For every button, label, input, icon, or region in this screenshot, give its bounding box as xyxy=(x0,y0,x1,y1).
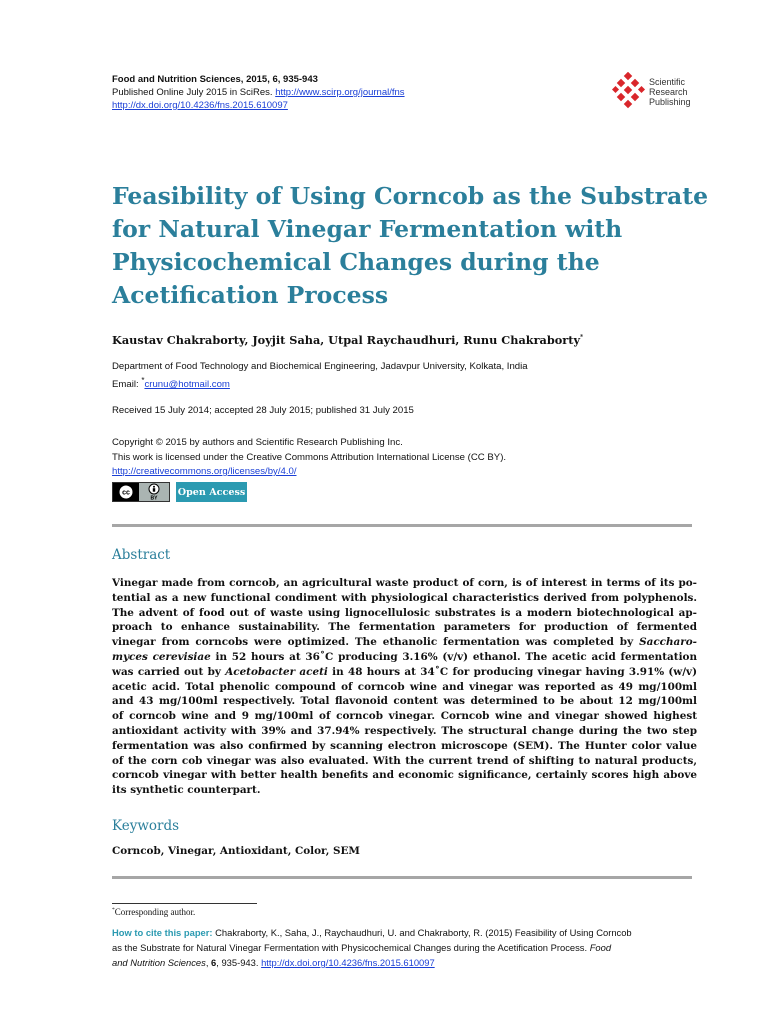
publisher-name-line2: Research xyxy=(649,87,688,97)
email-label: Email: xyxy=(112,379,139,391)
publisher-logo-mark xyxy=(612,72,646,110)
open-access-badge[interactable]: Open Access xyxy=(176,482,247,502)
corresponding-mark: * xyxy=(580,334,584,342)
abstract-line xyxy=(112,665,697,680)
abstract-heading: Abstract xyxy=(112,547,171,563)
abstract-italic: Acetobacter aceti xyxy=(225,665,328,678)
author-names: Kaustav Chakraborty, Joyjit Saha, Utpal Raychaudhuri, Runu Chakraborty xyxy=(112,333,581,347)
doi-link[interactable]: http://dx.doi.org/10.4236/fns.2015.610097 xyxy=(112,100,288,111)
abstract-text: in 52 hours at 36˚C producing 3.16% (v/v) ethanol. The acetic acid fermentation xyxy=(215,650,697,663)
published-text: Published Online July 2015 in SciRes. xyxy=(112,87,273,98)
abstract-line: fermentation was also confirmed by scanning electron microscope (SEM). The Hunter color value xyxy=(112,739,697,752)
abstract-line: antioxidant activity with 39% and 37.94% respectively. The structural change during the two step xyxy=(112,724,697,737)
cite-journal: and Nutrition Sciences xyxy=(112,957,206,968)
by-icon-text: BY xyxy=(150,495,158,501)
cite-doi-link[interactable]: http://dx.doi.org/10.4236/fns.2015.610097 xyxy=(261,957,435,968)
email-link[interactable]: crunu@hotmail.com xyxy=(144,379,230,391)
department: Department of Food Technology and Biochemical Engineering, Jadavpur University, Kolkata, India xyxy=(112,361,528,372)
divider xyxy=(112,876,692,879)
publisher-name xyxy=(649,77,691,107)
cite-label: How to cite this paper: xyxy=(112,927,213,938)
abstract-line: of corncob wine and 9 mg/100ml of corncob vinegar. Corncob wine and vinegar showed highest xyxy=(112,710,697,723)
journal-citation: Food and Nutrition Sciences, 2015, 6, 935-943 xyxy=(112,74,318,85)
paper-title xyxy=(112,180,712,312)
abstract-line xyxy=(112,650,697,665)
abstract-line: and 43 mg/100ml respectively. Total flavonoid content was determined to be about 12 mg/100ml xyxy=(112,695,697,708)
publisher-name-line1: Scientific xyxy=(649,77,686,87)
cc-by-badge[interactable] xyxy=(112,482,170,502)
how-to-cite xyxy=(112,925,697,970)
email-mark: * xyxy=(141,376,145,385)
affiliation xyxy=(112,360,528,392)
cite-volume: 6 xyxy=(211,957,217,968)
abstract-line: Vinegar made from corncob, an agricultural waste product of corn, is of interest in terms of its po- xyxy=(112,577,697,589)
cite-journal: Food xyxy=(589,942,612,953)
abstract-line: corncob vinegar with better health benefits and economic significance, certainly scores high above xyxy=(112,769,697,782)
title-line: Physicochemical Changes during the xyxy=(112,248,600,276)
abstract-italic: Saccharo- xyxy=(639,636,697,649)
title-line: Acetification Process xyxy=(112,281,389,309)
keywords-heading: Keywords xyxy=(112,818,180,834)
cite-separator: , xyxy=(205,957,209,968)
publisher-name-line3: Publishing xyxy=(649,97,691,107)
journal-link[interactable]: http://www.scirp.org/journal/fns xyxy=(275,87,405,98)
cite-text: Chakraborty, K., Saha, J., Raychaudhuri, U. and Chakraborty, R. (2015) Feasibility of Using Corncob xyxy=(215,927,632,938)
by-icon xyxy=(139,483,169,501)
cite-line xyxy=(112,955,697,970)
abstract-line: its synthetic counterpart. xyxy=(112,784,261,797)
cc-icon-text: cc xyxy=(122,489,130,497)
abstract-line: acetic acid. Total phenolic compound of corncob wine and vinegar was reported as 49 mg/100ml xyxy=(112,680,697,693)
cite-pages: , 935-943. xyxy=(216,957,259,968)
journal-header xyxy=(112,73,405,112)
footnote-text: Corresponding author. xyxy=(114,907,196,917)
license-line: This work is licensed under the Creative Commons Attribution International License (CC BY). xyxy=(112,451,507,463)
footnote xyxy=(112,907,195,917)
cite-line xyxy=(112,925,697,940)
abstract-body xyxy=(112,576,697,798)
cite-line xyxy=(112,940,697,955)
footnote-mark: * xyxy=(112,907,115,913)
publication-dates: Received 15 July 2014; accepted 28 July 2015; published 31 July 2015 xyxy=(112,405,414,416)
keywords-list: Corncob, Vinegar, Antioxidant, Color, SEM xyxy=(112,845,360,857)
abstract-line: proach to enhance sustainability. The fermentation parameters for production of fermented xyxy=(112,621,697,634)
attribution-person-icon xyxy=(141,483,167,501)
cc-logo-icon xyxy=(117,485,135,499)
author-list xyxy=(112,333,583,347)
email-line xyxy=(112,374,528,392)
divider xyxy=(112,524,692,527)
footnote-rule xyxy=(112,903,257,904)
abstract-text: vinegar from corncobs were optimized. The ethanolic fermentation was completed by xyxy=(112,636,634,649)
abstract-line: tential as a new functional condiment with physiological characteristics derived from polyphenols. xyxy=(112,591,697,604)
abstract-italic: myces cerevisiae xyxy=(112,650,211,663)
published-line xyxy=(112,86,405,99)
title-line: Feasibility of Using Corncob as the Substrate xyxy=(112,182,709,210)
abstract-line xyxy=(112,635,697,650)
copyright-line: Copyright © 2015 by authors and Scientific Research Publishing Inc. xyxy=(112,437,403,448)
abstract-text: was carried out by xyxy=(112,665,221,678)
title-line: for Natural Vinegar Fermentation with xyxy=(112,215,623,243)
publisher-logo xyxy=(612,72,722,110)
abstract-line: of the corn cob vinegar was also evaluated. With the current trend of shifting to natural products, xyxy=(112,754,697,767)
abstract-line: The advent of food out of waste using lignocellulosic substrates is a modern biotechnological ap- xyxy=(112,606,697,619)
cite-text: as the Substrate for Natural Vinegar Fermentation with Physicochemical Changes during the Acetification Process. xyxy=(112,942,588,953)
cc-icon xyxy=(113,483,139,501)
abstract-text: in 48 hours at 34˚C for producing vinegar having 3.91% (w/v) xyxy=(332,665,697,678)
copyright-block xyxy=(112,436,506,480)
license-link[interactable]: http://creativecommons.org/licenses/by/4.0/ xyxy=(112,466,297,477)
